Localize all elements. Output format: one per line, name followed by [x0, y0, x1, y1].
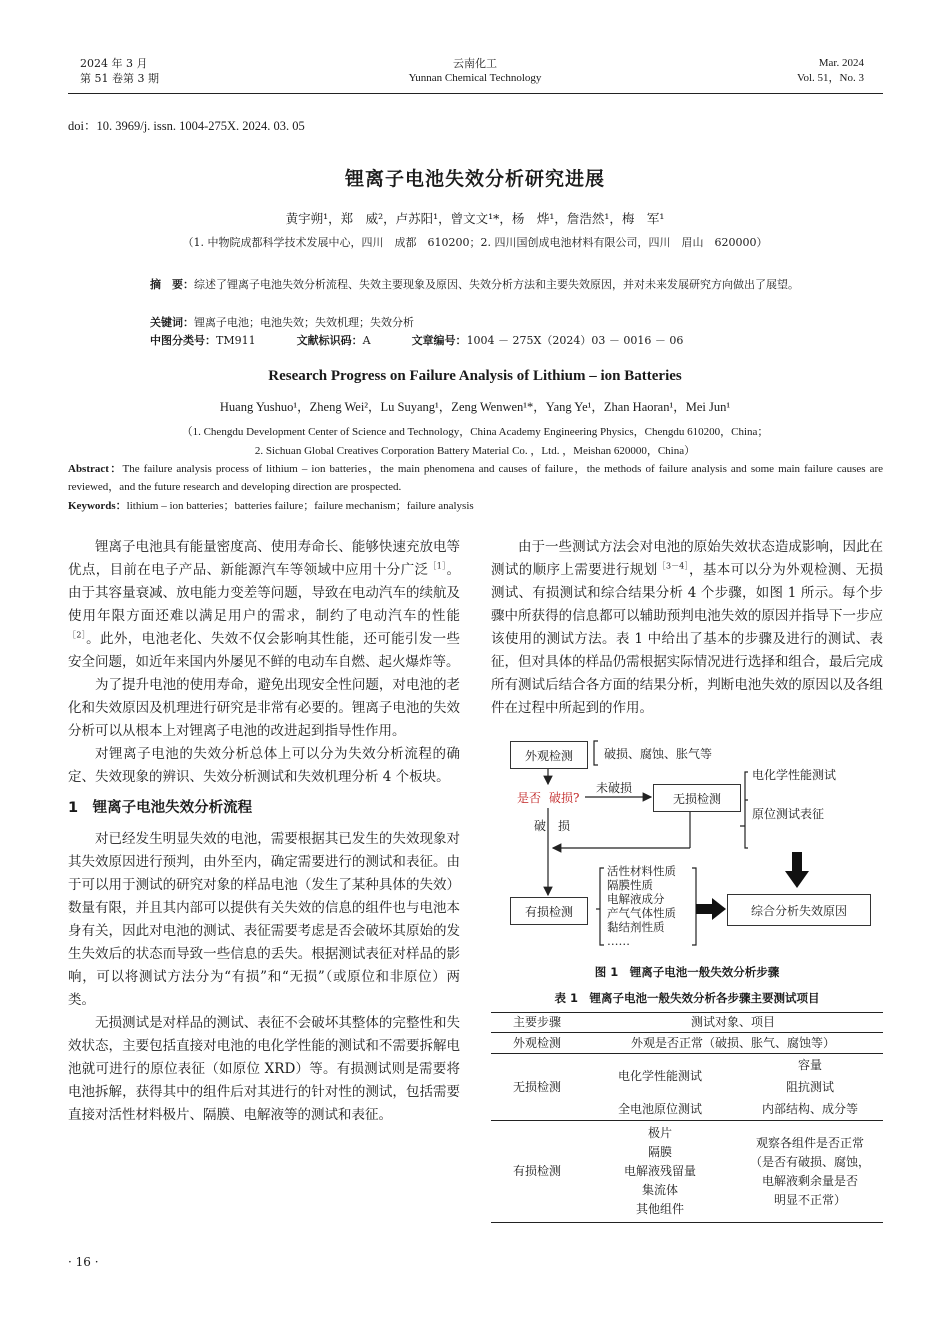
- english-affil-2: 2. Sichuan Global Creatives Corporation Battery Material Co. ，Ltd. ，Meishan 620000，China）: [254, 445, 696, 457]
- table-cell: 内部结构、成分等: [737, 1098, 883, 1121]
- destructive-item: 黏结剂性质: [607, 920, 665, 934]
- table-cell: [737, 1121, 883, 1223]
- journal-name-en: Yunnan Chemical Technology: [408, 72, 542, 84]
- table-cell: 外观是否正常（破损、胀气、腐蚀等）: [583, 1033, 883, 1054]
- table-header: 测试对象、项目: [583, 1013, 883, 1033]
- citation: ［3－4］: [657, 561, 689, 571]
- big-arrow-shaft: [792, 852, 802, 872]
- header-date-en: Mar. 2024: [818, 57, 864, 69]
- label-not-damaged: 未破损: [596, 781, 633, 795]
- table-1: [491, 1012, 883, 1223]
- text: 由于一些测试方法会对电池的原始失效状态造成影响，因此在测试的顺序上需要进行规划: [491, 539, 883, 578]
- doi: doi：10. 3969/j. issn. 1004-275X. 2024. 03. 05: [68, 119, 305, 133]
- table-cell-line: （是否有破损、腐蚀，: [749, 1154, 870, 1169]
- bracket: [740, 772, 748, 848]
- table-row: [491, 1054, 883, 1077]
- nd-item-electrochemical: 电化学性能测试: [752, 768, 837, 782]
- keywords-text: 锂离子电池；电池失效；失效机理；失效分析: [194, 316, 414, 329]
- table-cell-line: 隔膜: [647, 1145, 672, 1159]
- table-row: [491, 1121, 883, 1223]
- bracket: [600, 868, 604, 945]
- nd-item-insitu: 原位测试表征: [752, 807, 825, 821]
- abstract-label: 摘 要：: [150, 278, 194, 291]
- table-cell-line: 电解液残留量: [623, 1164, 696, 1178]
- english-authors: Huang Yushuo¹，Zheng Wei²，Lu Suyang¹，Zeng Wenwen¹*，Yang Ye¹，Zhan Haoran¹，Mei Jun¹: [219, 400, 731, 414]
- table-cell: 全电池原位测试: [583, 1098, 737, 1121]
- text: 锂离子电池具有能量密度高、使用寿命长、能够快速充放电等优点，目前在电子产品、新能源汽车等领域中应用十分广泛: [68, 539, 460, 578]
- decision-damaged: 破损?: [549, 791, 580, 805]
- table-cell: 电化学性能测试: [617, 1068, 702, 1083]
- table-cell: 有损检测: [491, 1121, 583, 1223]
- english-title: Research Progress on Failure Analysis of Lithium – ion Batteries: [268, 368, 682, 384]
- table-cell: 无损检测: [491, 1054, 583, 1121]
- table-cell-line: 极片: [647, 1126, 672, 1140]
- doc-code-label: 文献标识码：: [296, 334, 363, 347]
- destructive-item: 电解液成分: [607, 892, 665, 906]
- authors: 黄宇朔¹，郑 威²，卢苏阳¹，曾文文¹*，杨 烨¹，詹浩然¹，梅 军¹: [285, 211, 665, 226]
- article-no-label: 文章编号：: [411, 334, 467, 347]
- table-cell: 容量: [797, 1057, 822, 1072]
- english-keywords-label: Keywords：: [68, 500, 127, 512]
- english-abstract-text: The failure analysis process of lithium – ion batteries，the main phenomena and causes of failure，the methods of failure analysis and some main failure causes are reviewed，and the future research and developing direction are prospected.: [68, 463, 884, 493]
- header-date: 2024 年 3 月: [80, 57, 148, 70]
- text: 。由于其容量衰减、放电能力变差等问题，导致在电动汽车的续航及使用年限方面还难以满足用户的需求，制约了电动汽车的性能: [68, 562, 461, 624]
- label-damaged: 破 损: [534, 819, 571, 833]
- english-abstract-label: Abstract：: [68, 463, 123, 475]
- decision-yes-no: 是否: [517, 791, 542, 805]
- appearance-items: 破损、腐蚀、胀气等: [604, 747, 713, 761]
- table-caption: 表 1 锂离子电池一般失效分析各步骤主要测试项目: [554, 991, 820, 1005]
- big-arrow-shaft: [696, 904, 712, 914]
- box-nondestructive: 无损检测: [653, 784, 741, 812]
- table-cell: 阻抗测试: [785, 1079, 834, 1094]
- paragraph: 对锂离子电池的失效分析总体上可以分为失效分析流程的确定、失效现象的辨识、失效分析测试和失效机理分析 4 个板块。: [68, 746, 460, 785]
- big-arrow-head: [712, 898, 726, 920]
- bracket: [594, 741, 598, 765]
- article-no-value: 1004 － 275X（2024）03 － 0016 － 06: [466, 334, 684, 347]
- paragraph: 对已经发生明显失效的电池，需要根据其已发生的失效现象对其失效原因进行预判，由外至内，确定需要进行的测试和表征。由于可以用于测试的研究对象的样品电池（发生了某种具体的失效）数量有限，并且其内部可以提供有关失效的信息的组件也与电池本身有关，因此对电池的测试、表征需要考虑是否会破坏其原始的发生失效后的状态而导致一些信息的丢失。根据测试表征对样品的影响，可以将测试方法分为“有损”和“无损”（或原位和非原位）两类。: [68, 831, 460, 1008]
- text: 。此外，电池老化、失效不仅会影响其性能，还可能引发一些安全问题，如近年来国内外屡见不鲜的电动车自燃、起火爆炸等。: [68, 631, 461, 670]
- box-destructive: 有损检测: [510, 897, 588, 925]
- destructive-item: ……: [607, 934, 630, 948]
- clc-label: 中图分类号：: [150, 334, 216, 347]
- destructive-item: 隔膜性质: [607, 878, 653, 892]
- text: ，基本可以分为外观检测、无损测试、有损测试和综合结果分析 4 个步骤，如图 1 所示。每个步骤中所获得的信息都可以辅助预判电池失效的原因并指导下一步应该使用的测试方法。表 1 中给出了基本的步骤及进行的测试、表征，但对具体的样品仍需根据实际情况进行选择和组合，最后完成所有测试后结合各方面的结果分析，判断电池失效的原因以及各组件在过程中所起到的作用。: [491, 562, 884, 716]
- paragraph: 无损测试是对样品的测试、表征不会破坏其整体的完整性和失效状态，主要包括直接对电池的电化学性能的测试和不需要拆解电池就可进行的原位表征（如原位 XRD）等。有损测试则是需要将电池拆解，获得其中的组件后对其进行的针对性的测试，包括需要直接对活性材料极片、隔膜、电解液等的测试和表征。: [68, 1015, 460, 1123]
- box-comprehensive: 综合分析失效原因: [727, 894, 871, 926]
- page-number: · 16 ·: [68, 1255, 99, 1269]
- doc-code-value: A: [362, 334, 371, 347]
- paragraph: 为了提升电池的使用寿命，避免出现安全性问题，对电池的老化和失效原因及机理进行研究是非常有必要的。锂离子电池的失效分析可以从根本上对锂离子电池的改进起到指导性作用。: [68, 677, 460, 739]
- destructive-item: 活性材料性质: [607, 864, 676, 878]
- table-cell-line: 明显不正常）: [773, 1192, 846, 1207]
- english-keywords-text: lithium – ion batteries；batteries failure；failure mechanism；failure analysis: [126, 500, 474, 512]
- table-row: [491, 1033, 883, 1054]
- table-cell: 外观检测: [491, 1033, 583, 1054]
- destructive-items: [607, 864, 676, 948]
- table-header-row: [491, 1013, 883, 1033]
- table-header: 主要步骤: [491, 1013, 583, 1033]
- abstract-text: 综述了锂离子电池失效分析流程、失效主要现象及原因、失效分析方法和主要失效原因，并对未来发展研究方向做出了展望。: [194, 278, 799, 291]
- bracket: [692, 868, 696, 945]
- box-appearance: 外观检测: [510, 741, 588, 769]
- affiliation: （1. 中物院成都科学技术发展中心，四川 成都 610200；2. 四川国创成电池材料有限公司，四川 眉山 620000）: [182, 236, 768, 249]
- journal-name-cn: 云南化工: [453, 57, 497, 70]
- citation: ［1］: [428, 561, 447, 571]
- table-cell-line: 电解液剩余量是否: [761, 1173, 858, 1188]
- header-volume: 第 51 卷第 3 期: [80, 72, 159, 85]
- destructive-item: 产气气体性质: [607, 906, 676, 920]
- table-cell-line: 集流体: [641, 1183, 678, 1197]
- section-heading: 1 锂离子电池失效分析流程: [68, 800, 253, 816]
- table-cell-line: 其他组件: [635, 1202, 684, 1216]
- table-cell-line: 观察各组件是否正常: [755, 1135, 864, 1150]
- clc-value: TM911: [216, 334, 256, 347]
- big-arrow-head: [785, 871, 809, 888]
- header-volume-en: Vol. 51，No. 3: [796, 72, 864, 84]
- keywords-label: 关键词：: [150, 316, 194, 329]
- table-cell: [583, 1121, 737, 1223]
- figure-caption: 图 1 锂离子电池一般失效分析步骤: [594, 965, 780, 979]
- paper-title: 锂离子电池失效分析研究进展: [344, 168, 605, 190]
- citation: ［2］: [68, 630, 87, 640]
- english-affil-1: （1. Chengdu Development Center of Science and Technology，China Academy Engineering Physics，Chengdu 610200，China；: [181, 426, 769, 438]
